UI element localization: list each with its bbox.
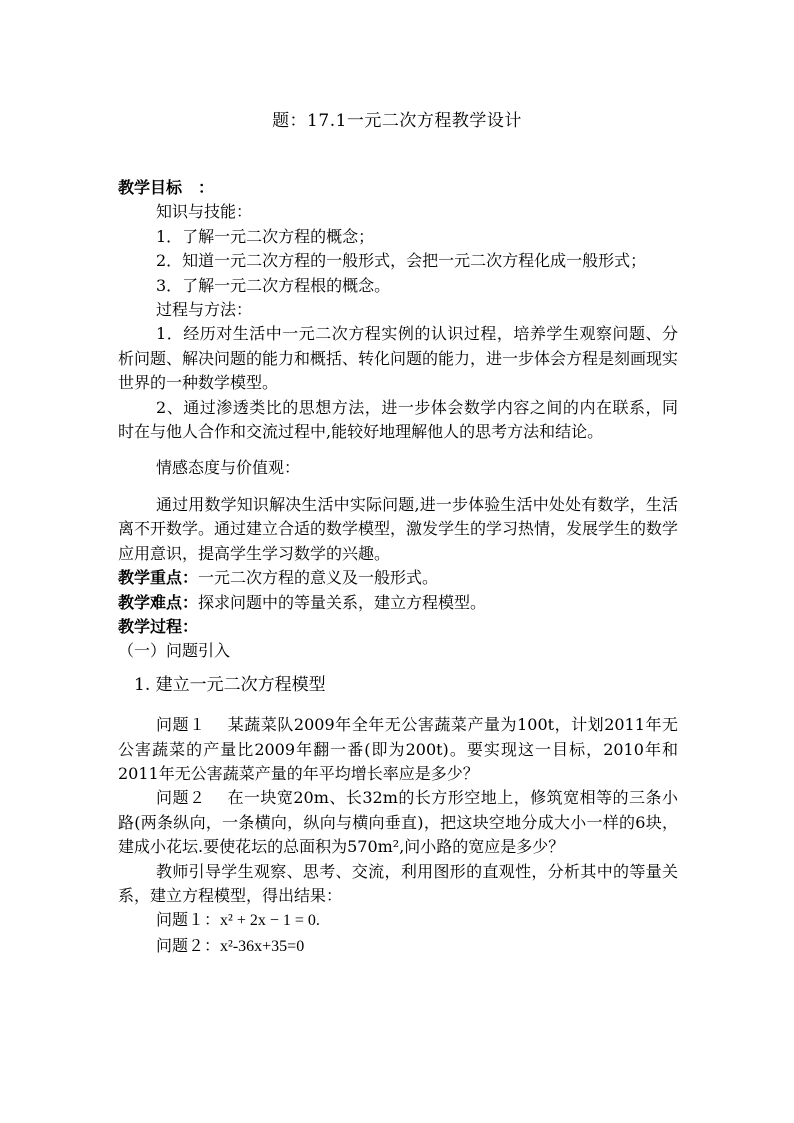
difficulty-label: 教学难点： [118,592,199,612]
emotion-heading: 情感态度与价值观： [156,458,301,478]
emotion-text: 通过用数学知识解决生活中实际问题,进一步体验生活中处处有数学，生活离不开数学。通过建立合适的数学模型，激发学生的学习热情，发展学生的数学应用意识，提高学生学习数学的兴趣。 [118,494,679,563]
result-1 [118,908,678,933]
key-point-label: 教学重点： [118,568,199,588]
problem-2: 问题２ 在一块宽20m、长32m的长方形空地上，修筑宽相等的三条小路(两条纵向，一条横向，纵向与横向垂直)，把这块空地分成大小一样的6块，建成小花坛.要使花坛的总面积为570m²,问小路的宽应是多少？ [118,788,678,857]
document-body [118,176,678,959]
knowledge-heading: 知识与技能： [156,202,253,222]
result-1-equation: x² + 2x − 1 = 0. [220,912,320,930]
knowledge-item-2: 2．知道一元二次方程的一般形式，会把一元二次方程化成一般形式； [156,251,647,271]
page-title: 题：17.1一元二次方程教学设计 [272,111,522,131]
key-point [118,566,678,590]
result-2-label: 问题２： [156,935,221,955]
result-2-equation: x²-36x+35=0 [220,937,305,955]
difficulty-text: 探求问题中的等量关系，建立方程模型。 [198,592,487,612]
section-1-heading: （一）问题引入 [118,641,231,661]
subsection-1-heading: 1. 建立一元二次方程模型 [134,674,326,695]
knowledge-item-3: 3．了解一元二次方程根的概念。 [156,275,391,295]
knowledge-item-1: 1．了解一元二次方程的概念； [156,226,375,246]
difficulty [118,591,678,615]
teacher-guide: 教师引导学生观察、思考、交流，利用图形的直观性，分析其中的等量关系，建立方程模型，得出结果： [118,861,678,905]
process-section-heading: 教学过程： [118,616,199,636]
goals-heading: 教学目标 ： [118,178,215,197]
process-item-1: 1．经历对生活中一元二次方程实例的认识过程，培养学生观察问题、分析问题、解决问题的能力和概括、转化问题的能力，进一步体会方程是刻画现实世界的一种数学模型。 [118,324,679,393]
result-2 [118,934,678,959]
result-1-label: 问题１： [156,910,221,930]
process-item-2: 2、通过渗透类比的思想方法，进一步体会数学内容之间的内在联系，同时在与他人合作和交流过程中,能较好地理解他人的思考方法和结论。 [118,397,678,442]
process-heading: 过程与方法： [156,300,253,320]
problem-1: 问题１ 某蔬菜队2009年全年无公害蔬菜产量为100t，计划2011年无公害蔬菜的产量比2009年翻一番(即为200t)。要实现这一目标，2010年和2011年无公害蔬菜产量的年平均增长率应是多少？ [118,715,678,783]
key-point-text: 一元二次方程的意义及一般形式。 [198,568,439,588]
